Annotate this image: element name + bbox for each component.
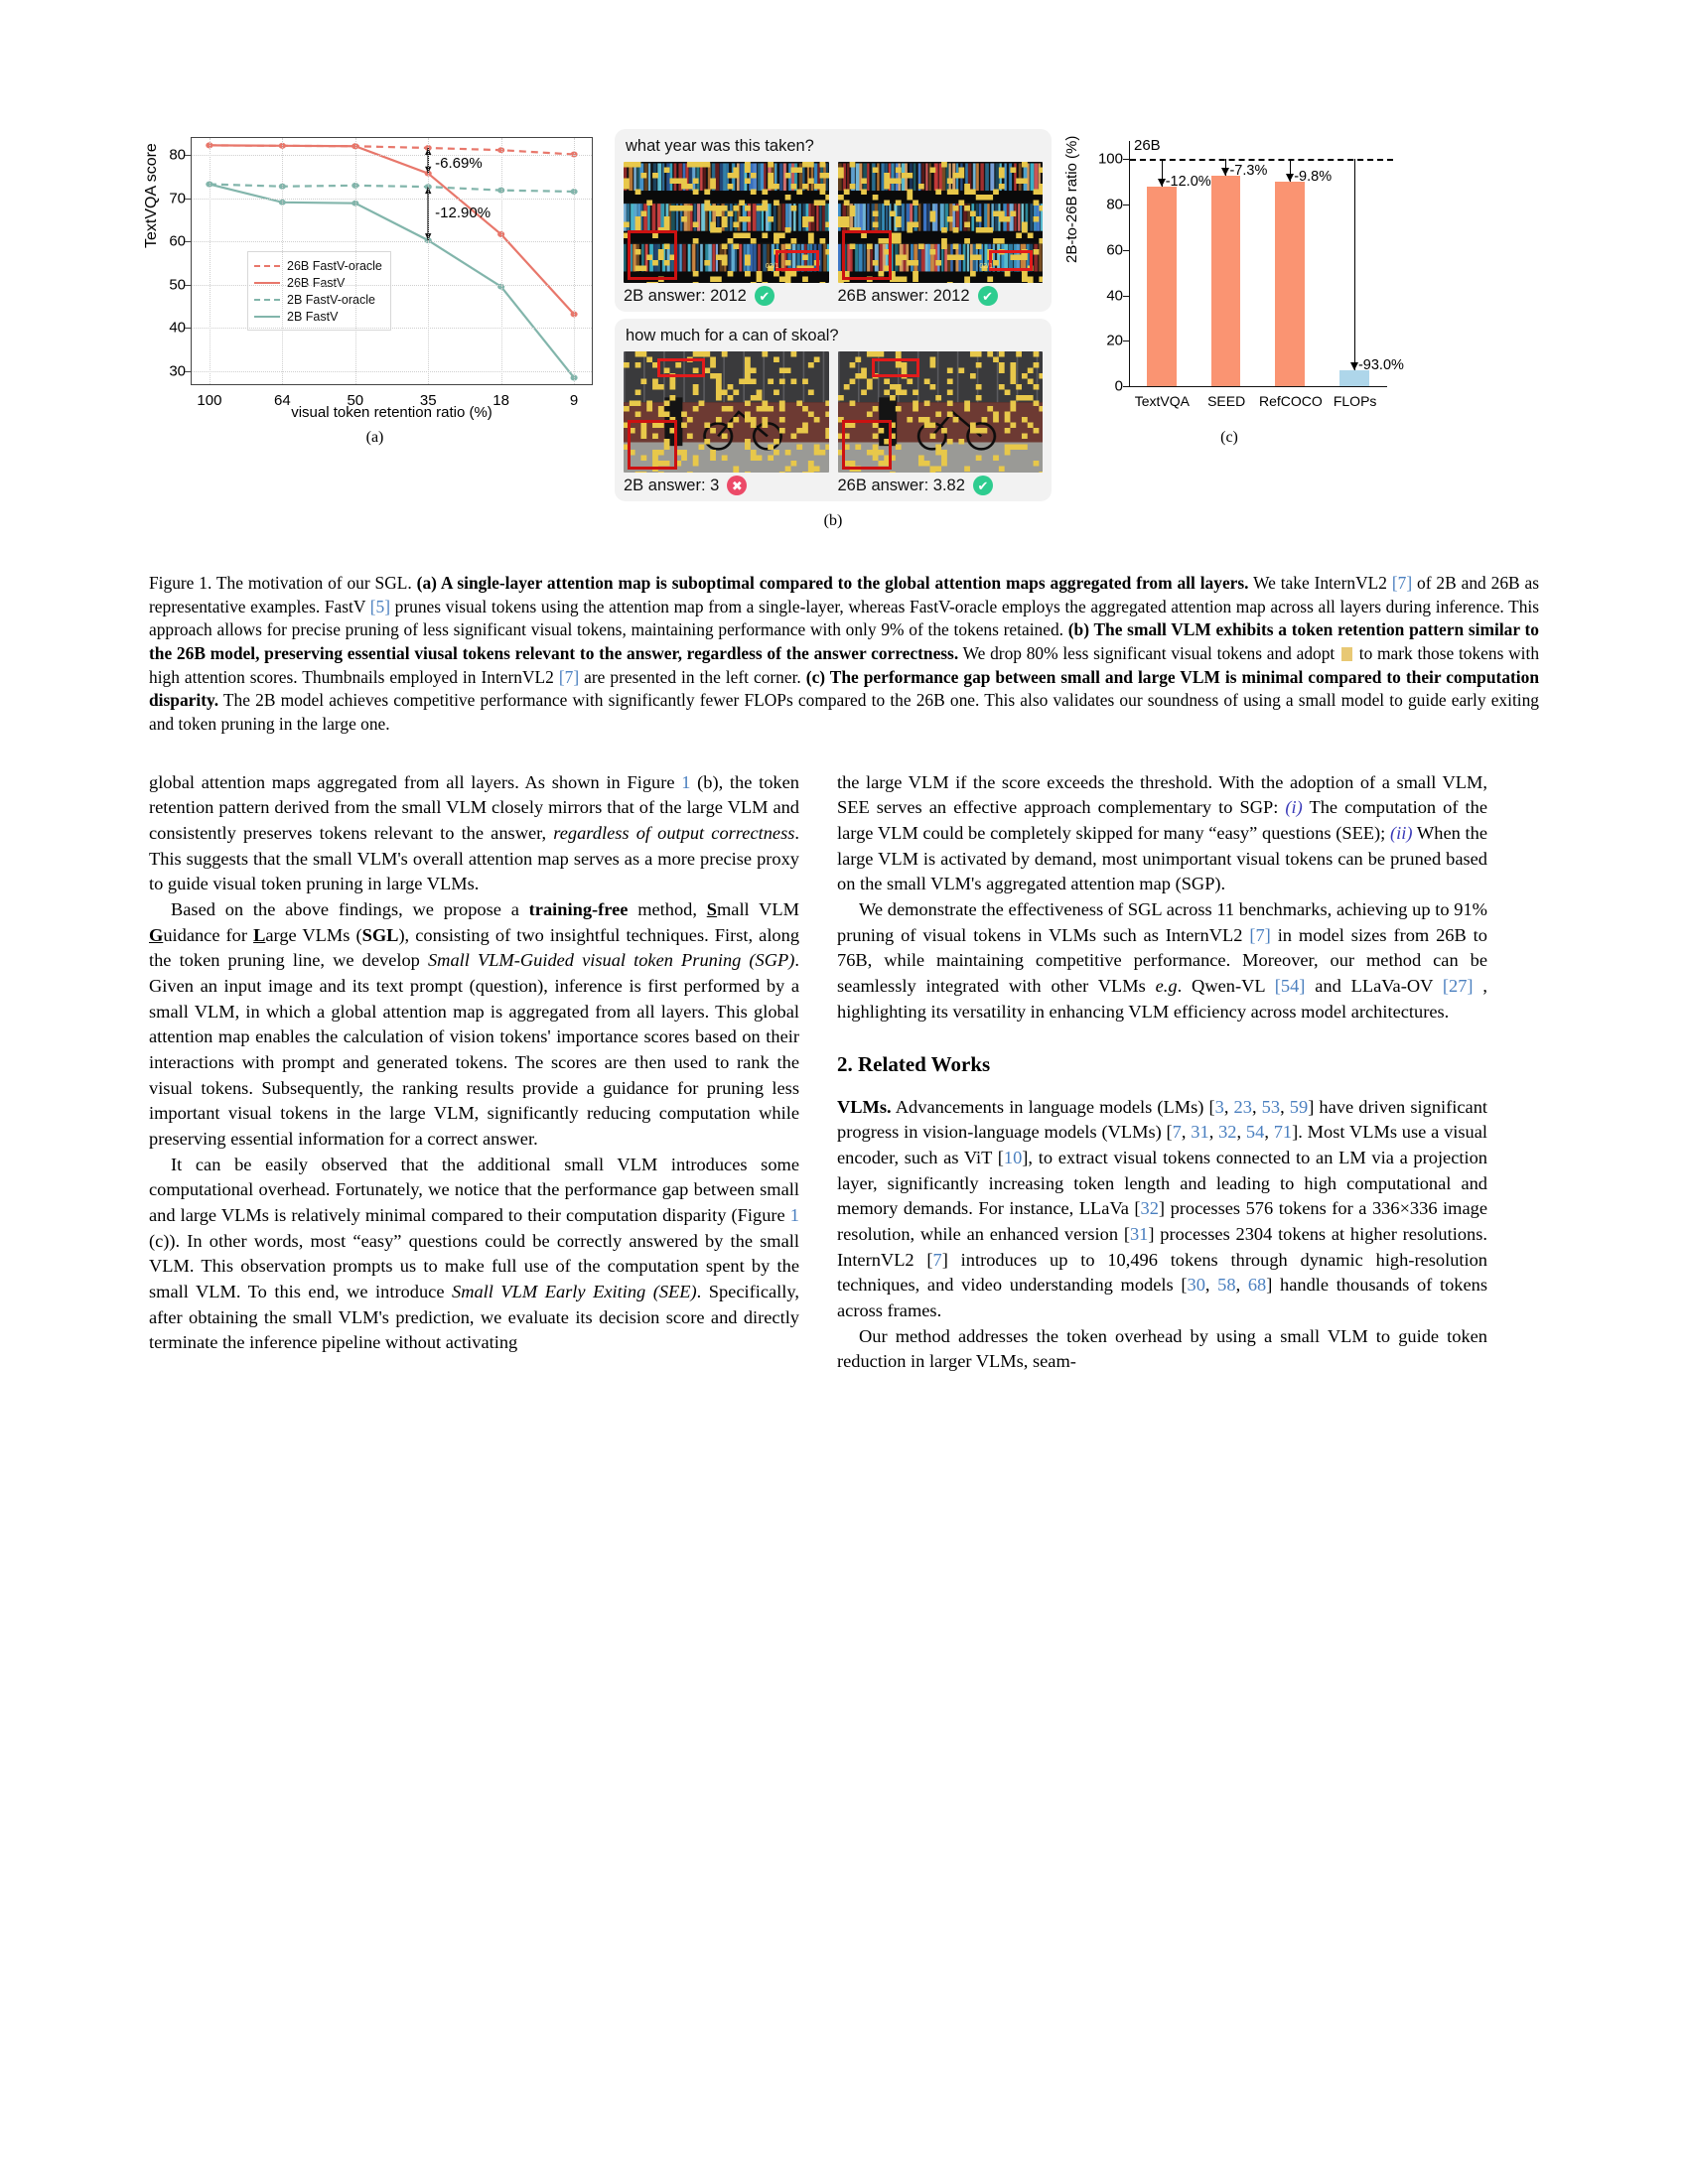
paragraph-our-method bbox=[837, 1324, 1487, 1375]
qa-answer-26b bbox=[838, 286, 1044, 306]
image-timestamp: 02/1 bbox=[765, 263, 779, 270]
body-text: , bbox=[1208, 1122, 1219, 1143]
body-text: uidance for bbox=[163, 924, 254, 945]
panel-b-letter: (b) bbox=[823, 512, 843, 529]
cross-icon: ✖ bbox=[727, 476, 747, 495]
attention-map-image-26b bbox=[838, 351, 1044, 473]
panel-c-annotation-refcoco: -9.8% bbox=[1294, 168, 1333, 185]
panel-c-annotation-flops: -93.0% bbox=[1357, 356, 1404, 373]
caption-prefix: Figure 1. The motivation of our SGL. bbox=[149, 573, 417, 593]
qa-answer-text: 2B answer: 2012 bbox=[624, 286, 747, 305]
tick-mark bbox=[185, 328, 192, 329]
drop-arrow-line bbox=[1354, 159, 1355, 370]
figure-panel-c bbox=[1063, 129, 1404, 446]
token-highlight-swatch bbox=[1341, 647, 1352, 661]
tick-mark bbox=[1123, 159, 1130, 160]
panel-a-legend bbox=[247, 251, 391, 331]
panel-c-xtick: SEED bbox=[1207, 393, 1246, 409]
qa-card-year bbox=[615, 129, 1052, 312]
panel-c-ytick: 0 bbox=[1114, 377, 1123, 395]
body-text: method, bbox=[628, 899, 707, 920]
legend-item bbox=[254, 308, 382, 325]
paragraph-see bbox=[149, 1153, 799, 1356]
panel-a-plot-area bbox=[169, 137, 593, 409]
body-text: global attention maps aggregated from all layers. As shown in Figure bbox=[149, 771, 682, 792]
legend-item bbox=[254, 291, 382, 308]
thumbnail-box bbox=[628, 230, 677, 280]
body-text: When the large VLM is activated by demand, most unimportant visual tokens can be pruned based on the small VLM's aggregated attention map (SGP). bbox=[837, 823, 1488, 894]
baseline-label-26b: 26B bbox=[1134, 137, 1161, 155]
qa-answer-row bbox=[624, 286, 1043, 306]
underlined-letter: G bbox=[149, 924, 164, 945]
figure-caption bbox=[149, 572, 1539, 737]
legend-swatch-26b-fastv bbox=[254, 282, 280, 284]
panel-a-xtick: 64 bbox=[274, 392, 291, 409]
caption-text: We drop 80% less significant visual tokens and adopt bbox=[958, 643, 1339, 664]
qa-answer-text: 26B answer: 3.82 bbox=[837, 476, 965, 494]
line-chart-textvqa bbox=[143, 129, 601, 427]
citation-link[interactable]: 59 bbox=[1289, 1096, 1309, 1117]
attention-map-image-26b bbox=[838, 162, 1044, 283]
citation-link[interactable]: 7 bbox=[932, 1249, 942, 1270]
panel-a-ytick: 80 bbox=[169, 146, 186, 164]
legend-item bbox=[254, 257, 382, 274]
body-text: , bbox=[1204, 1275, 1218, 1296]
body-text: , bbox=[1264, 1122, 1274, 1143]
italic-phrase: e.g bbox=[1155, 976, 1178, 997]
bold-acronym: SGL bbox=[361, 924, 399, 945]
gridline-horizontal bbox=[192, 241, 592, 242]
paragraph-results bbox=[837, 897, 1487, 1024]
tick-mark bbox=[185, 371, 192, 372]
gridline-horizontal bbox=[192, 199, 592, 200]
qa-answer-text: 2B answer: 3 bbox=[624, 476, 720, 494]
body-text: , bbox=[1181, 1122, 1192, 1143]
gridline-vertical bbox=[428, 138, 429, 384]
body-text: ] introduces up to 10,496 tokens through dynamic high-resolution techniques, and video understanding models [ bbox=[837, 1249, 1487, 1296]
caption-bold-c: (c) The performance gap between small and large VLM is minimal compared to their computation disparity. bbox=[149, 666, 1540, 711]
panel-a-ytick: 30 bbox=[169, 362, 186, 380]
caption-text: of 2B and 26B as representative examples. FastV bbox=[149, 573, 1539, 616]
body-text: , bbox=[1280, 1096, 1290, 1117]
bar-seed bbox=[1211, 176, 1241, 386]
bar-refcoco bbox=[1275, 182, 1305, 386]
italic-phrase: Small VLM Early Exiting (SEE) bbox=[452, 1282, 697, 1302]
citation-link[interactable]: 31 bbox=[1129, 1224, 1149, 1245]
citation-link[interactable]: 32 bbox=[1218, 1122, 1237, 1143]
underlined-letter: S bbox=[706, 899, 717, 920]
body-text: . Given an input image and its text prompt (question), inference is first performed by a small VLM, in which a global attention map is aggregated from all layers. This global attention map enables the calculation of vision tokens' importance scores based on their interactions with prompt and generated tokens. The scores are then used to rank the visual tokens. Subsequently, the ranking results provide a guidance for pruning less important visual tokens in the large VLM, significantly reducing computation while preserving essential information for a correct answer. bbox=[149, 950, 799, 1150]
thumbnail-box bbox=[842, 230, 892, 280]
body-text: The computation of the large VLM could be completely skipped for many “easy” questions (SEE); bbox=[837, 797, 1487, 844]
legend-label: 26B FastV bbox=[287, 275, 346, 290]
tick-mark bbox=[185, 285, 192, 286]
citation-link[interactable]: 53 bbox=[1261, 1096, 1281, 1117]
caption-text: prunes visual tokens using the attention map from a single-layer, whereas FastV-oracle employs the aggregated attention map across all layers during inference. This approach allows for precise pruning of less significant visual tokens, maintaining performance with only 9% of the tokens retained. bbox=[149, 596, 1540, 640]
qa-answer-26b bbox=[838, 476, 1044, 495]
italic-phrase: regardless of output correctness bbox=[553, 823, 795, 844]
answer-region-box bbox=[989, 250, 1033, 271]
gridline-horizontal bbox=[192, 371, 592, 372]
gridline-vertical bbox=[501, 138, 502, 384]
citation-link[interactable]: [5] bbox=[369, 596, 391, 616]
check-icon: ✔ bbox=[978, 286, 998, 306]
panel-a-xtick: 35 bbox=[419, 392, 437, 409]
panel-a-xtick: 100 bbox=[197, 392, 222, 409]
citation-link[interactable]: 32 bbox=[1140, 1198, 1159, 1219]
qa-answer-row bbox=[624, 476, 1043, 495]
figure-1 bbox=[143, 129, 1539, 546]
panel-c-annotation-seed: -7.3% bbox=[1229, 162, 1268, 179]
panel-c-ytick: 80 bbox=[1106, 196, 1123, 213]
body-columns bbox=[149, 770, 1539, 1375]
caption-text: to mark those tokens with high attention scores. Thumbnails employed in InternVL2 bbox=[149, 643, 1540, 687]
caption-text: The 2B model achieves competitive performance with significantly fewer FLOPs compared to the 26B one. This also validates our soundness of using a small model to guide early exiting and token pruning in the large one. bbox=[149, 690, 1539, 735]
answer-region-box bbox=[872, 358, 919, 377]
drop-arrow-head bbox=[1221, 168, 1229, 176]
drop-arrow-head bbox=[1158, 179, 1166, 187]
image-timestamp: 02/1 bbox=[979, 263, 993, 270]
qa-answer-text: 26B answer: 2012 bbox=[837, 286, 970, 305]
panel-c-ytick: 40 bbox=[1106, 287, 1123, 305]
gridline-vertical bbox=[355, 138, 356, 384]
citation-link[interactable]: 58 bbox=[1217, 1275, 1236, 1296]
gridline-vertical bbox=[210, 138, 211, 384]
body-text: . Qwen-VL bbox=[1177, 976, 1275, 997]
tick-mark bbox=[185, 155, 192, 156]
panel-a-xlabel: visual token retention ratio (%) bbox=[291, 404, 492, 421]
paragraph-sgl bbox=[149, 897, 799, 1153]
panel-c-annotation-textvqa: -12.0% bbox=[1165, 173, 1211, 190]
panel-a-ytick: 60 bbox=[169, 232, 186, 250]
panel-a-xtick: 50 bbox=[347, 392, 364, 409]
body-text: (b), the token retention pattern derived from the small VLM closely mirrors that of the large VLM and consistently preserves tokens relevant to the answer, bbox=[149, 771, 799, 844]
body-text: , highlighting its versatility in enhancing VLM efficiency across model architectures. bbox=[837, 976, 1487, 1022]
answer-region-box bbox=[775, 250, 819, 271]
legend-swatch-2b-fastv bbox=[254, 316, 280, 318]
figure-ref-link[interactable]: 1 bbox=[789, 1205, 799, 1226]
citation-link[interactable]: 71 bbox=[1273, 1122, 1293, 1143]
legend-label: 26B FastV-oracle bbox=[287, 258, 382, 273]
thumbnail-box bbox=[628, 420, 677, 470]
answer-region-box bbox=[657, 358, 705, 377]
body-text: Based on the above findings, we propose a bbox=[171, 899, 529, 920]
body-text: in model sizes from 26B to 76B, while maintaining competitive performance. Moreover, our method can be seamlessly integrated with other VLMs bbox=[837, 924, 1487, 997]
gridline-horizontal bbox=[192, 285, 592, 286]
body-text: , bbox=[1236, 1122, 1246, 1143]
panel-c-xtick: TextVQA bbox=[1134, 393, 1190, 409]
tick-mark bbox=[185, 241, 192, 242]
panel-a-ytick: 50 bbox=[169, 276, 186, 294]
panel-c-letter: (c) bbox=[1220, 429, 1238, 446]
panel-c-plot-area bbox=[1097, 137, 1404, 409]
qa-image-pair bbox=[624, 351, 1043, 473]
check-icon: ✔ bbox=[973, 476, 993, 495]
citation-link[interactable]: [7] bbox=[558, 666, 580, 687]
body-text: (c)). In other words, most “easy” questions could be correctly answered by the small VLM. This observation prompts us to make full use of the computation spent by the small VLM. To this end, we introduce bbox=[149, 1230, 799, 1302]
panel-a-ylabel: TextVQA score bbox=[143, 143, 160, 248]
panel-a-ytick: 70 bbox=[169, 190, 186, 207]
body-text: It can be easily observed that the additional small VLM introduces some computational overhead. Fortunately, we notice that the performance gap between small and large VLMs is relatively minimal compared to their computation disparity (Figure bbox=[149, 1154, 799, 1226]
body-text: Our method addresses the token overhead by using a small VLM to guide token reduction in larger VLMs, seam- bbox=[837, 1325, 1487, 1372]
qa-question: how much for a can of skoal? bbox=[626, 327, 839, 344]
drop-arrow-head bbox=[1286, 174, 1294, 182]
enumerator-ii: (ii) bbox=[1390, 823, 1413, 844]
paragraph-continuation bbox=[149, 770, 799, 897]
qa-card-skoal bbox=[615, 319, 1052, 501]
citation-link[interactable]: 10 bbox=[1003, 1148, 1023, 1168]
gridline-horizontal bbox=[192, 155, 592, 156]
qa-answer-2b bbox=[624, 476, 829, 495]
body-text: the large VLM if the score exceeds the threshold. With the adoption of a small VLM, SEE serves an effective approach complementary to SGP: bbox=[837, 771, 1487, 818]
panel-c-ytick: 100 bbox=[1097, 150, 1123, 168]
body-text: mall VLM bbox=[716, 899, 799, 920]
panel-c-xtick: FLOPs bbox=[1333, 393, 1377, 409]
attention-map-image-2b bbox=[624, 162, 829, 283]
panel-a-xtick: 18 bbox=[492, 392, 509, 409]
caption-text: are presented in the left corner. bbox=[579, 666, 806, 687]
body-text: ]. Most VLMs use a visual encoder, such as ViT [ bbox=[837, 1122, 1488, 1168]
legend-item bbox=[254, 274, 382, 291]
body-text: ], to extract visual tokens connected to an LM via a projection layer, significantly increasing token length and leading to high computational and memory demands. For instance, LLaVa [ bbox=[837, 1148, 1487, 1219]
body-text: arge VLMs ( bbox=[265, 924, 362, 945]
paragraph-vlms bbox=[837, 1095, 1487, 1324]
panel-a-xtick: 9 bbox=[569, 392, 579, 409]
bar-chart-ratio bbox=[1063, 129, 1404, 427]
legend-swatch-2b-fastv-oracle bbox=[254, 299, 280, 301]
body-text: , bbox=[1251, 1096, 1262, 1117]
qa-question: what year was this taken? bbox=[626, 137, 814, 155]
caption-text: We take InternVL2 bbox=[1248, 573, 1392, 593]
check-icon: ✔ bbox=[755, 286, 774, 306]
body-text: ] processes 576 tokens for a 336×336 image resolution, while an enhanced version [ bbox=[837, 1198, 1487, 1245]
citation-link[interactable]: [7] bbox=[1391, 573, 1413, 593]
body-text: . Specifically, after obtaining the small VLM's prediction, we evaluate its decision score and directly terminate the inference pipeline without activating bbox=[149, 1282, 799, 1353]
caption-bold-b: (b) The small VLM exhibits a token retention pattern similar to the 26B model, preserving essential viusal tokens relevant to the answer, regardless of the answer correctness. bbox=[149, 619, 1539, 664]
tick-mark bbox=[1123, 250, 1130, 251]
tick-mark bbox=[185, 199, 192, 200]
citation-link[interactable]: 68 bbox=[1247, 1275, 1267, 1296]
enumerator-i: (i) bbox=[1285, 797, 1303, 818]
legend-label: 2B FastV bbox=[287, 309, 339, 324]
left-column bbox=[149, 770, 799, 1375]
legend-swatch-26b-fastv-oracle bbox=[254, 265, 280, 267]
citation-link[interactable]: 54 bbox=[1245, 1122, 1265, 1143]
bar-textvqa bbox=[1147, 187, 1177, 386]
body-text: ), consisting of two insightful techniques. First, along the token pruning line, we develop bbox=[149, 924, 800, 971]
citation-link[interactable]: 31 bbox=[1191, 1122, 1209, 1143]
italic-phrase: Small VLM-Guided visual token Pruning (SGP) bbox=[427, 950, 795, 971]
gridline-vertical bbox=[282, 138, 283, 384]
drop-arrow-head bbox=[1350, 362, 1358, 370]
thumbnail-box bbox=[842, 420, 892, 470]
figure-panel-b bbox=[615, 129, 1052, 529]
body-text: ] processes 2304 tokens at higher resolutions. InternVL2 [ bbox=[837, 1224, 1487, 1270]
tick-mark bbox=[1123, 296, 1130, 297]
panel-a-ytick: 40 bbox=[169, 319, 186, 337]
citation-link[interactable]: [7] bbox=[1249, 924, 1271, 945]
attention-map-image-2b bbox=[624, 351, 829, 473]
right-column bbox=[837, 770, 1487, 1375]
citation-link[interactable]: [54] bbox=[1274, 976, 1306, 997]
section-heading-related-works: 2. Related Works bbox=[837, 1052, 991, 1077]
underlined-letter: L bbox=[253, 924, 266, 945]
qa-answer-2b bbox=[624, 286, 829, 306]
runin-heading-vlms: VLMs. bbox=[837, 1096, 892, 1117]
body-text: and LLaVa-OV bbox=[1305, 976, 1443, 997]
body-text: , bbox=[1235, 1275, 1248, 1296]
body-text: ] have driven significant progress in vision-language models (VLMs) [ bbox=[837, 1096, 1488, 1143]
panel-c-ylabel: 2B-to-26B ratio (%) bbox=[1063, 135, 1080, 263]
citation-link[interactable]: [27] bbox=[1442, 976, 1474, 997]
panel-c-ytick: 20 bbox=[1106, 332, 1123, 349]
paragraph-continuation bbox=[837, 770, 1487, 897]
gridline-horizontal bbox=[192, 328, 592, 329]
figure-ref-link[interactable]: 1 bbox=[681, 771, 691, 792]
body-text: , bbox=[1223, 1096, 1234, 1117]
qa-image-pair bbox=[624, 162, 1043, 283]
body-text: . This suggests that the small VLM's overall attention map serves as a more precise proxy to guide visual token pruning in large VLMs. bbox=[149, 823, 799, 894]
panel-a-letter: (a) bbox=[365, 429, 384, 446]
panel-c-ytick: 60 bbox=[1106, 241, 1123, 259]
tick-mark bbox=[1123, 386, 1130, 387]
body-text: Advancements in language models (LMs) [ bbox=[891, 1096, 1215, 1117]
citation-link[interactable]: 23 bbox=[1233, 1096, 1252, 1117]
body-text: We demonstrate the effectiveness of SGL across 11 benchmarks, achieving up to 91% pruning of visual tokens in VLMs such as InternVL2 bbox=[837, 899, 1487, 945]
bold-phrase: training-free bbox=[528, 899, 629, 920]
gridline-vertical bbox=[574, 138, 575, 384]
caption-bold-a: (a) A single-layer attention map is suboptimal compared to the global attention maps aggregated from all layers. bbox=[416, 573, 1249, 593]
panel-a-annotation-1290: -12.90% bbox=[435, 205, 492, 222]
legend-label: 2B FastV-oracle bbox=[287, 292, 375, 307]
panel-c-xtick: RefCOCO bbox=[1258, 393, 1323, 409]
figure-panel-a bbox=[143, 129, 601, 446]
body-text: ] handle thousands of tokens across frames. bbox=[837, 1275, 1487, 1321]
citation-link[interactable]: 3 bbox=[1214, 1096, 1224, 1117]
citation-link[interactable]: 7 bbox=[1172, 1122, 1182, 1143]
citation-link[interactable]: 30 bbox=[1187, 1275, 1205, 1296]
panel-a-annotation-669: -6.69% bbox=[435, 154, 483, 172]
